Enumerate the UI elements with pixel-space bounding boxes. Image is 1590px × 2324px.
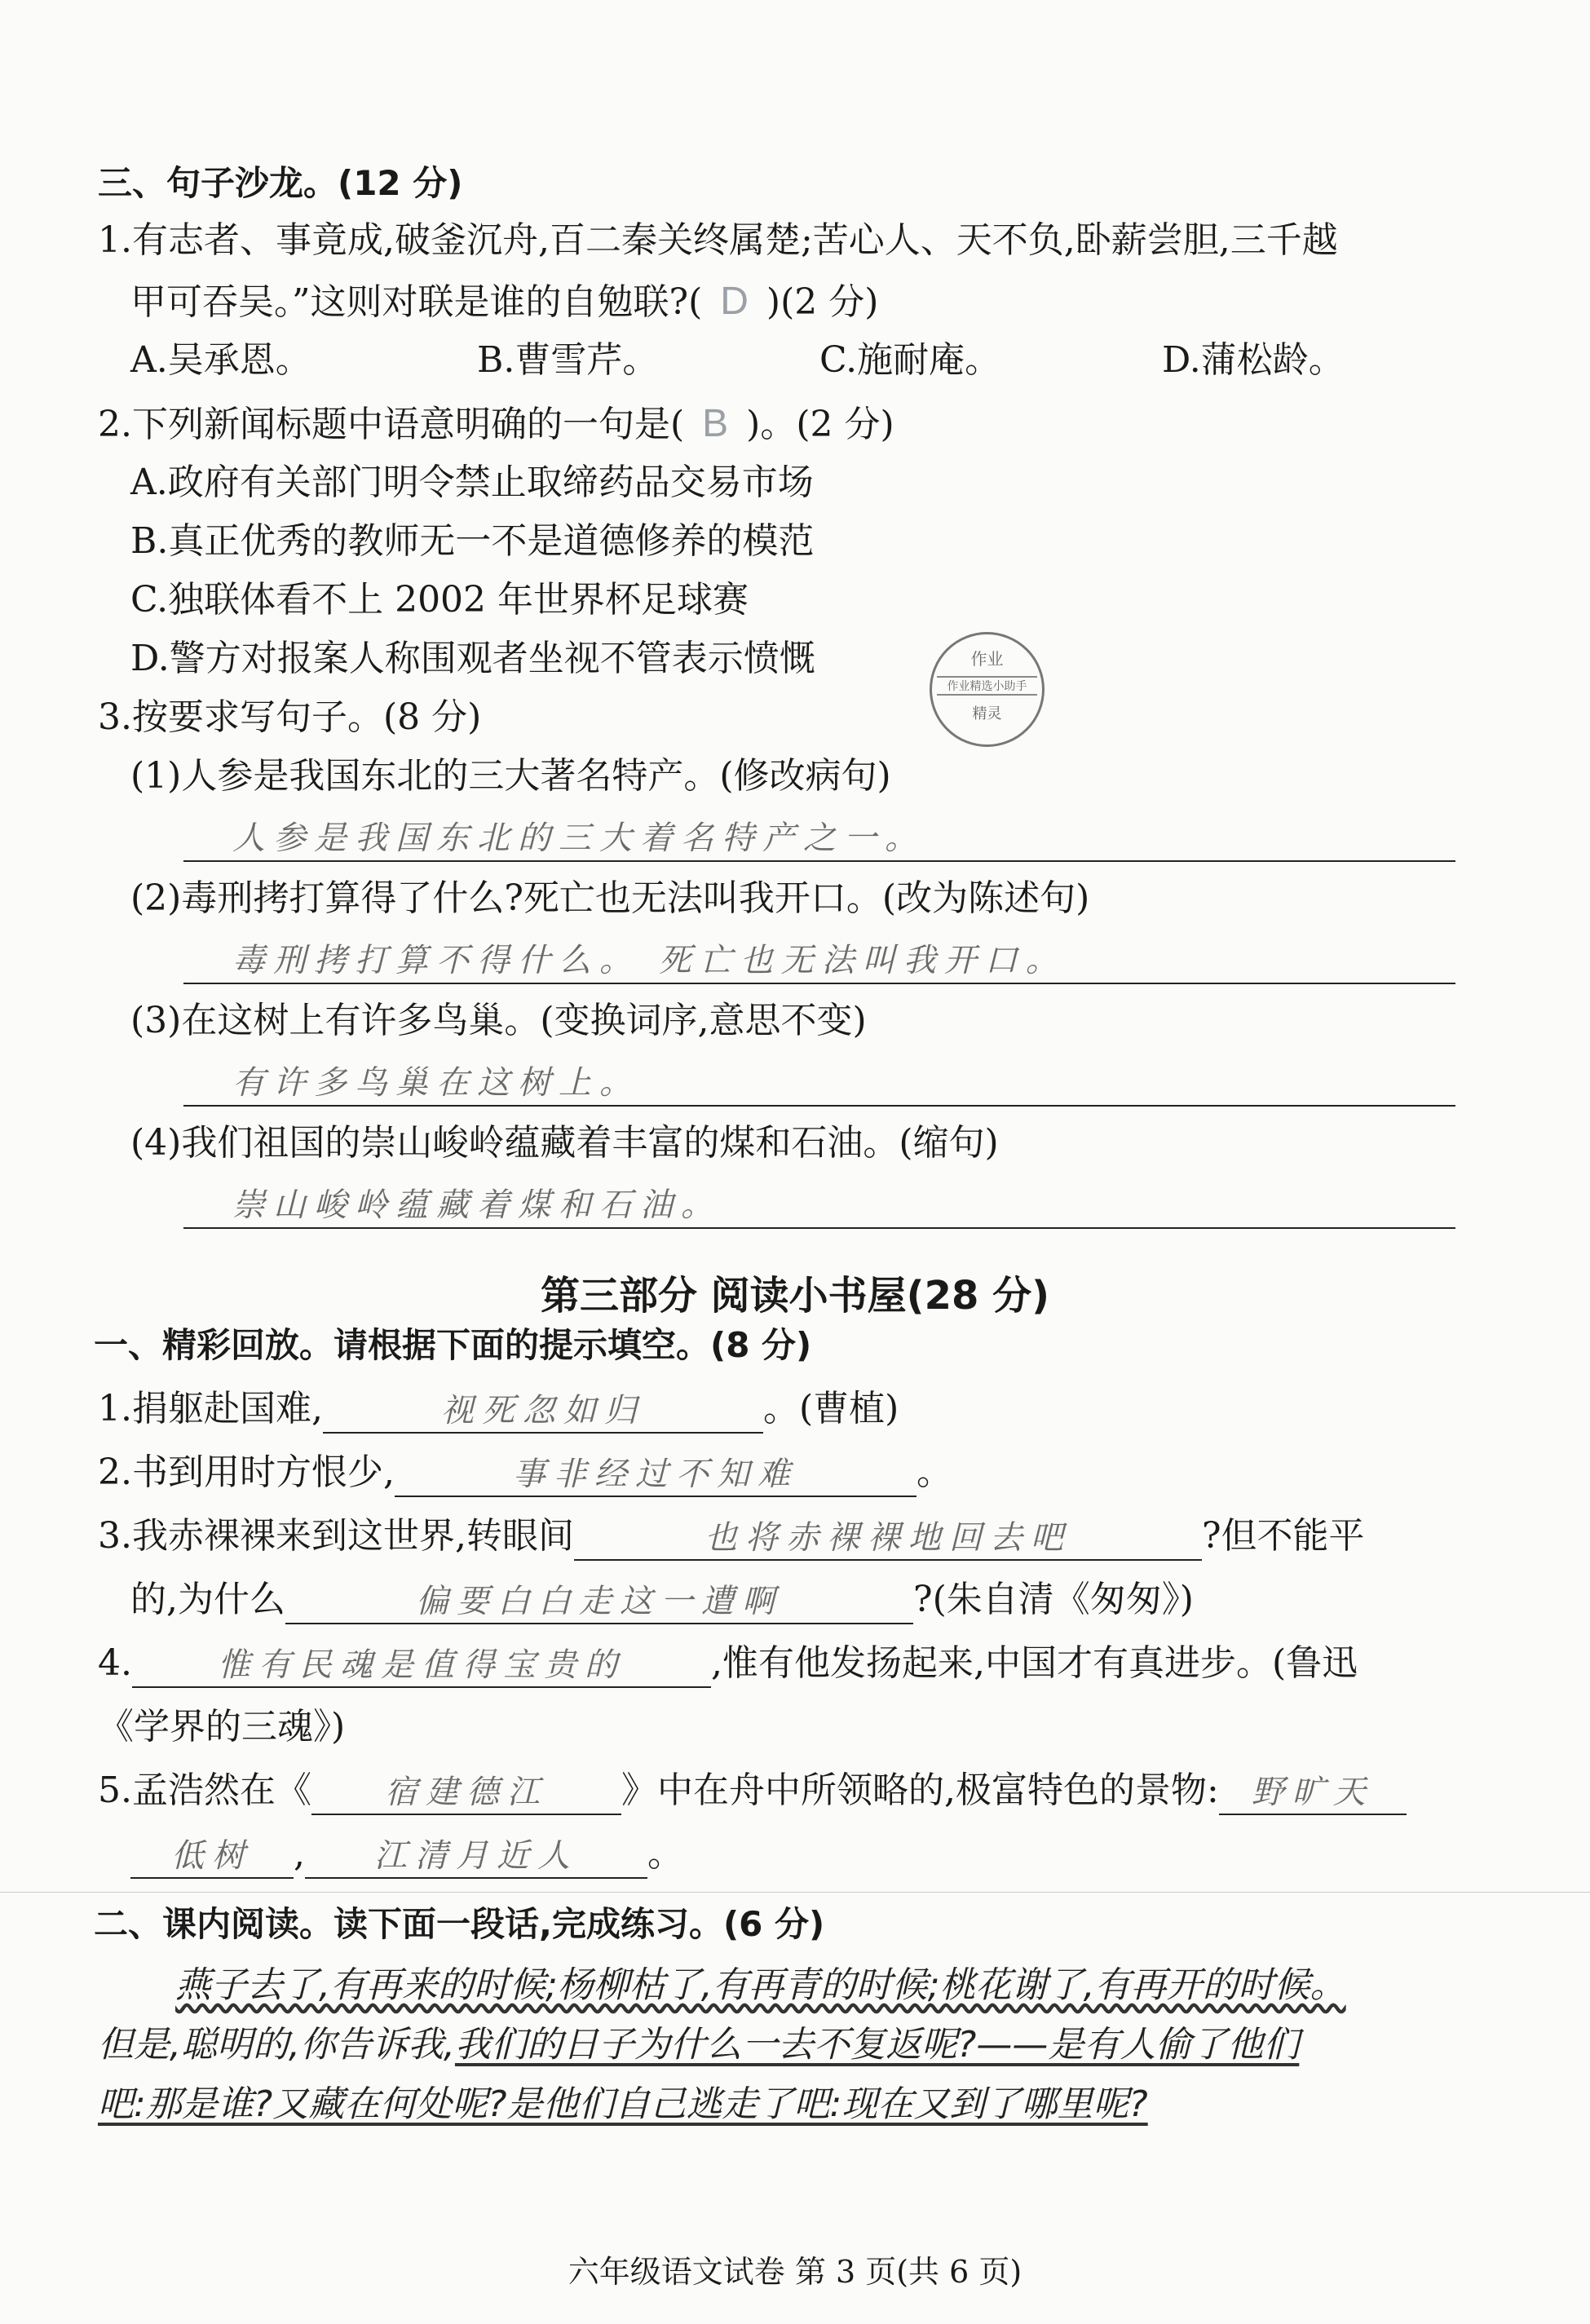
recall-q3-prompt2: 的,为什么	[130, 1579, 285, 1620]
recall-q5-answer2b: 低树	[130, 1831, 294, 1879]
recall-q1	[98, 1385, 899, 1434]
recall-q1-answer: 视死忽如归	[323, 1386, 763, 1434]
page-footer: 六年级语文试卷 第 3 页(共 6 页)	[568, 2254, 1022, 2290]
q3-item2-answer: 毒刑拷打算不得什么。 死亡也无法叫我开口。	[232, 942, 1067, 979]
passage-line3-text: 吧:那是谁?又藏在何处呢?是他们自己逃走了吧:现在又到了哪里呢?	[98, 2083, 1148, 2125]
recall-q2-answer: 事非经过不知难	[395, 1450, 916, 1497]
q1-option-b: B.曹雪芹。	[477, 339, 659, 381]
recall-q4-rest: ,惟有他发扬起来,中国才有真进步。(鲁迅	[710, 1642, 1358, 1684]
q3-item1-question: (1)人参是我国东北的三大著名特产。(修改病句)	[130, 755, 891, 797]
q3-item4-answer-line	[183, 1178, 1455, 1229]
q2-score: )。(2 分)	[746, 404, 894, 445]
q2-stem-text: 2.下列新闻标题中语意明确的一句是(	[98, 404, 685, 445]
q3-item2-question: (2)毒刑拷打算得了什么?死亡也无法叫我开口。(改为陈述句)	[130, 877, 1090, 919]
recall-q3-mid: ?但不能平	[1201, 1515, 1365, 1557]
q2-option-a: A.政府有关部门明令禁止取缔药品交易市场	[130, 462, 814, 503]
section-heading-sentences: 三、句子沙龙。(12 分)	[98, 163, 463, 203]
q1-answer: D	[720, 280, 749, 323]
recall-q4-line1	[98, 1639, 1358, 1688]
q3-item1-answer: 人参是我国东北的三大着名特产之一。	[232, 820, 925, 857]
recall-q2-end: 。	[916, 1451, 952, 1493]
recall-q5-answer1: 宿建德江	[311, 1768, 621, 1815]
q2-option-c: C.独联体看不上 2002 年世界杯足球赛	[130, 579, 749, 621]
q2-option-b: B.真正优秀的教师无一不是道德修养的模范	[130, 520, 815, 562]
q1-option-d: D.蒲松龄。	[1162, 339, 1345, 381]
passage-line2-start: 但是,聪明的,你告诉我,	[98, 2024, 455, 2066]
passage-line2-underlined: 我们的日子为什么一去不复返呢?——是有人偷了他们	[454, 2024, 1300, 2066]
q1-score: )(2 分)	[766, 281, 879, 323]
q2-answer: B	[702, 402, 729, 445]
recall-q3-answer1: 也将赤裸裸地回去吧	[574, 1513, 1202, 1561]
recall-q1-source: 。(曹植)	[762, 1388, 899, 1429]
q1-line2	[130, 277, 878, 327]
passage-line3	[98, 2080, 1148, 2129]
passage-line1	[175, 1961, 1346, 2010]
q1-stem: 甲可吞吴。”这则对联是谁的自勉联?(	[130, 281, 703, 323]
q3-item3-question: (3)在这树上有许多鸟巢。(变换词序,意思不变)	[130, 1000, 867, 1041]
q3-item4-question: (4)我们祖国的崇山峻岭蕴藏着丰富的煤和石油。(缩句)	[130, 1122, 999, 1164]
recall-q5-line1	[98, 1766, 1407, 1815]
recall-q5-mid: 》中在舟中所领略的,极富特色的景物:	[621, 1770, 1219, 1811]
recall-q3-line2	[130, 1575, 1194, 1624]
recall-q5-prompt: 5.孟浩然在《	[98, 1770, 311, 1811]
recall-q5-line2	[130, 1830, 683, 1879]
recall-q4-number: 4.	[98, 1642, 132, 1684]
recall-q2	[98, 1448, 952, 1497]
homework-stamp: 作业 作业精选小助手 精灵	[930, 632, 1045, 747]
q3-item3-answer: 有许多鸟巢在这树上。	[232, 1064, 640, 1102]
recall-q1-prompt: 1.捐躯赴国难,	[98, 1388, 323, 1429]
recall-q4-answer: 惟有民魂是值得宝贵的	[132, 1641, 711, 1688]
recall-q5-sep: ,	[294, 1833, 305, 1875]
q3-item1-answer-line	[183, 811, 1455, 862]
q2-option-d: D.警方对报案人称围观者坐视不管表示愤慨	[130, 638, 815, 679]
passage-line1-text: 燕子去了,有再来的时候;杨柳枯了,有再青的时候;桃花谢了,有再开的时候。	[175, 1964, 1346, 2006]
q1-option-a: A.吴承恩。	[130, 339, 311, 381]
recall-q5-end: 。	[647, 1833, 683, 1875]
recall-q3-answer2: 偏要白白走这一遭啊	[285, 1577, 913, 1624]
recall-heading: 一、精彩回放。请根据下面的提示填空。(8 分)	[94, 1325, 812, 1365]
q3-item2-answer-line	[183, 934, 1455, 984]
passage-line2	[98, 2021, 1299, 2070]
q3-stem: 3.按要求写句子。(8 分)	[98, 696, 482, 738]
recall-q5-answer2a: 野旷天	[1219, 1768, 1407, 1815]
recall-q4-line2: 《学界的三魂》)	[98, 1706, 346, 1747]
recall-q3-line1	[98, 1512, 1365, 1561]
q1-option-c: C.施耐庵。	[819, 339, 1001, 381]
q3-item4-answer: 崇山峻岭蕴藏着煤和石油。	[232, 1186, 722, 1224]
recall-q2-prompt: 2.书到用时方恨少,	[98, 1451, 395, 1493]
q1-line1: 1.有志者、事竟成,破釜沉舟,百二秦关终属楚;苦心人、天不负,卧薪尝胆,三千越	[98, 219, 1338, 261]
recall-q5-answer3: 江清月近人	[305, 1831, 647, 1879]
recall-q3-source: ?(朱自清《匆匆》)	[913, 1579, 1194, 1620]
reading-heading: 二、课内阅读。读下面一段话,完成练习。(6 分)	[94, 1904, 825, 1944]
fold-divider	[0, 1892, 1590, 1893]
q3-item3-answer-line	[183, 1056, 1455, 1107]
q2-stem	[98, 400, 894, 449]
part3-title: 第三部分 阅读小书屋(28 分)	[540, 1273, 1050, 1319]
recall-q3-prompt: 3.我赤裸裸来到这世界,转眼间	[98, 1515, 574, 1557]
